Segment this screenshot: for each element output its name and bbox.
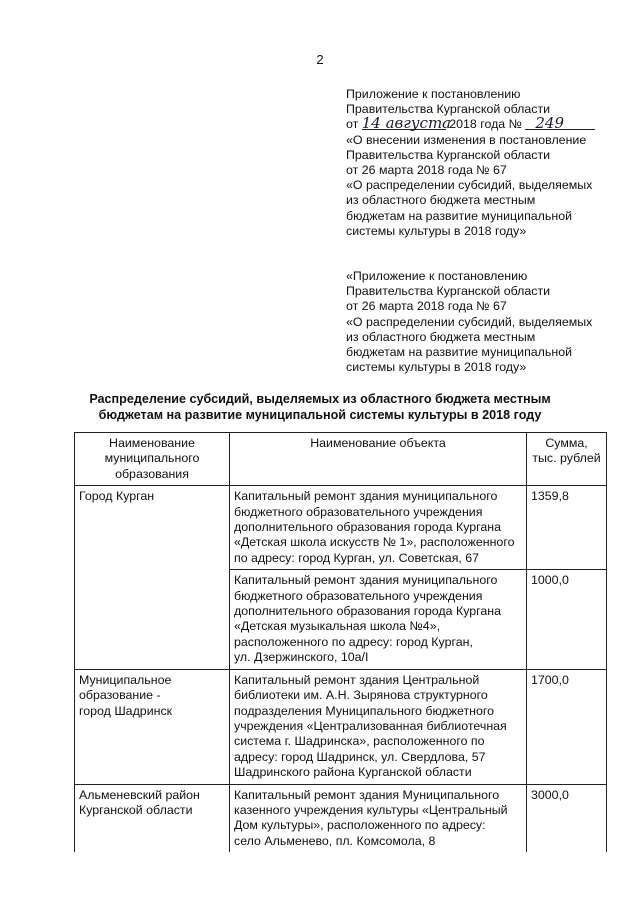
appendix-line: от 26 марта 2018 года № 67 <box>346 299 507 314</box>
table-header-row <box>75 433 607 486</box>
cell-municipality: Муниципальное образование - город Шадринск <box>75 669 230 784</box>
appendix-line: «О распределении субсидий, выделяемых <box>346 178 593 193</box>
appendix-header-original <box>346 269 632 375</box>
appendix-line: бюджетам на развитие муниципальной <box>346 208 573 223</box>
subsidy-table <box>74 432 607 852</box>
header-municipality: Наименование муниципального образования <box>75 433 230 486</box>
cell-object: Капитальный ремонт здания Муниципального казенного учреждения культуры «Центральный Дом культуры», расположенного по адресу: село Альменево, пл. Комсомола, 8 <box>230 784 527 852</box>
cell-amount: 3000,0 <box>527 784 607 852</box>
appendix-line: из областного бюджета местным <box>346 329 536 344</box>
appendix-line: «Приложение к постановлению <box>346 269 528 283</box>
page-number: 2 <box>316 52 324 67</box>
cell-object: Капитальный ремонт здания муниципального бюджетного образовательного учреждения дополнительного образования города Кургана «Детская музыкальная школа №4», расположенного по адресу: город Курган, ул. Дзержинского, 10а/I <box>230 570 527 669</box>
header-object: Наименование объекта <box>230 433 527 486</box>
header-amount: Сумма, тыс. рублей <box>527 433 607 486</box>
appendix-header-amendment <box>346 87 632 239</box>
cell-amount: 1000,0 <box>527 570 607 669</box>
appendix-line: системы культуры в 2018 году» <box>346 223 527 238</box>
appendix-line: системы культуры в 2018 году» <box>346 360 527 375</box>
cell-municipality: Город Курган <box>75 486 230 669</box>
appendix-date-line <box>346 114 632 133</box>
table-row <box>75 784 607 852</box>
cell-amount: 1700,0 <box>527 669 607 784</box>
table-row <box>75 486 607 570</box>
cell-object: Капитальный ремонт здания муниципального бюджетного образовательного учреждения дополнительного образования города Кургана «Детская школа искусств № 1», расположенного по адресу: город Курган, ул. Советская, 67 <box>230 486 527 570</box>
appendix-line: из областного бюджета местным <box>346 193 536 208</box>
handwritten-number: 249 <box>525 117 595 130</box>
table-row <box>75 669 607 784</box>
appendix-line: от 26 марта 2018 года № 67 <box>346 163 507 178</box>
appendix-line: «О распределении субсидий, выделяемых <box>346 314 593 329</box>
appendix-line: Правительства Курганской области <box>346 147 551 162</box>
cell-object: Капитальный ремонт здания Центральной библиотеки им. А.Н. Зырянова структурного подразделения Муниципального бюджетного учреждения «Централизованная библиотечная система г. Шадринска», расположенного по адресу: город Шадринск, ул. Свердлова, 57 Шадринского района Курганской области <box>230 669 527 784</box>
appendix-line: Правительства Курганской области <box>346 102 551 117</box>
title-line: бюджетам на развитие муниципальной системы культуры в 2018 году <box>98 408 542 422</box>
appendix-line: Приложение к постановлению <box>346 87 521 101</box>
date-prefix: от <box>346 117 359 132</box>
appendix-line: бюджетам на развитие муниципальной <box>346 345 573 360</box>
handwritten-date: 14 августа <box>361 114 452 133</box>
appendix-line: Правительства Курганской области <box>346 284 551 299</box>
title-line: Распределение субсидий, выделяемых из областного бюджета местным <box>89 392 551 406</box>
document-title <box>0 391 640 423</box>
date-suffix: 2018 года № <box>449 117 522 132</box>
cell-amount: 1359,8 <box>527 486 607 570</box>
cell-municipality: Альменевский район Курганской области <box>75 784 230 852</box>
appendix-line: «О внесении изменения в постановление <box>346 132 587 147</box>
